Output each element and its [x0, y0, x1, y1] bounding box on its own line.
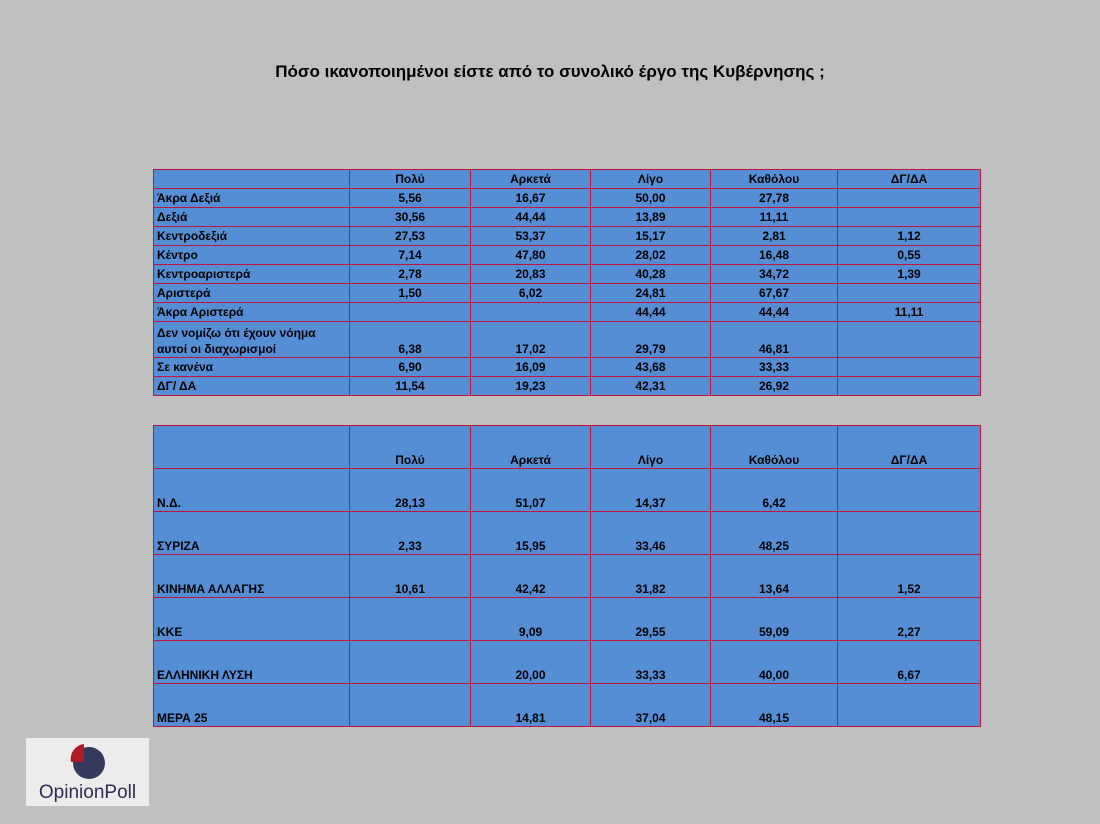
table-row: [154, 208, 981, 227]
row-label: Κεντροαριστερά: [154, 265, 350, 284]
value-cell: 19,23: [471, 377, 591, 396]
header-cell: [154, 426, 350, 469]
value-cell: 1,12: [838, 227, 981, 246]
header-cell: Λίγο: [591, 170, 711, 189]
value-cell: 20,83: [471, 265, 591, 284]
logo-text: OpinionPoll: [38, 782, 137, 803]
value-cell: 33,33: [591, 641, 711, 684]
value-cell: [838, 208, 981, 227]
row-label: Αριστερά: [154, 284, 350, 303]
row-label: Κεντροδεξιά: [154, 227, 350, 246]
header-cell: Λίγο: [591, 426, 711, 469]
header-cell: Καθόλου: [711, 426, 838, 469]
value-cell: 14,37: [591, 469, 711, 512]
value-cell: 28,02: [591, 246, 711, 265]
value-cell: 27,78: [711, 189, 838, 208]
row-label: Δεξιά: [154, 208, 350, 227]
value-cell: [838, 322, 981, 358]
value-cell: 67,67: [711, 284, 838, 303]
row-label: Άκρα Δεξιά: [154, 189, 350, 208]
value-cell: 1,52: [838, 555, 981, 598]
header-row: [154, 170, 981, 189]
page-title: Πόσο ικανοποιημένοι είστε από το συνολικό έργο της Κυβέρνησης ;: [275, 62, 825, 81]
value-cell: 1,50: [350, 284, 471, 303]
header-cell: Αρκετά: [471, 426, 591, 469]
row-label: ΣΥΡΙΖΑ: [154, 512, 350, 555]
value-cell: 31,82: [591, 555, 711, 598]
value-cell: [838, 284, 981, 303]
value-cell: 6,90: [350, 358, 471, 377]
value-cell: [350, 303, 471, 322]
value-cell: 28,13: [350, 469, 471, 512]
value-cell: 7,14: [350, 246, 471, 265]
row-label: Ν.Δ.: [154, 469, 350, 512]
row-label: ΚΙΝΗΜΑ ΑΛΛΑΓΗΣ: [154, 555, 350, 598]
row-label: ΔΓ/ ΔΑ: [154, 377, 350, 396]
value-cell: 30,56: [350, 208, 471, 227]
value-cell: 20,00: [471, 641, 591, 684]
value-cell: 17,02: [471, 322, 591, 358]
value-cell: 6,38: [350, 322, 471, 358]
row-label: Άκρα Αριστερά: [154, 303, 350, 322]
value-cell: [838, 469, 981, 512]
header-cell: Πολύ: [350, 170, 471, 189]
row-label: Σε κανένα: [154, 358, 350, 377]
value-cell: 9,09: [471, 598, 591, 641]
value-cell: 6,42: [711, 469, 838, 512]
table-row: [154, 377, 981, 396]
value-cell: 13,64: [711, 555, 838, 598]
value-cell: 46,81: [711, 322, 838, 358]
header-row: [154, 426, 981, 469]
table-row: [154, 469, 981, 512]
header-cell: Καθόλου: [711, 170, 838, 189]
value-cell: 33,46: [591, 512, 711, 555]
row-label: ΚΚΕ: [154, 598, 350, 641]
value-cell: 48,25: [711, 512, 838, 555]
table-row: [154, 284, 981, 303]
table-row: [154, 246, 981, 265]
value-cell: 2,33: [350, 512, 471, 555]
table-row: [154, 303, 981, 322]
value-cell: 50,00: [591, 189, 711, 208]
value-cell: 11,11: [838, 303, 981, 322]
header-cell: [154, 170, 350, 189]
value-cell: [838, 684, 981, 727]
value-cell: 6,02: [471, 284, 591, 303]
row-label: ΕΛΛΗΝΙΚΗ ΛΥΣΗ: [154, 641, 350, 684]
value-cell: [838, 512, 981, 555]
table-row: [154, 684, 981, 727]
value-cell: 43,68: [591, 358, 711, 377]
value-cell: 13,89: [591, 208, 711, 227]
value-cell: [471, 303, 591, 322]
value-cell: 10,61: [350, 555, 471, 598]
value-cell: 42,31: [591, 377, 711, 396]
table-row: [154, 358, 981, 377]
value-cell: 37,04: [591, 684, 711, 727]
logo-circle-icon: [68, 742, 106, 780]
value-cell: 40,00: [711, 641, 838, 684]
value-cell: 44,44: [471, 208, 591, 227]
opinionpoll-logo: [26, 738, 149, 806]
table-row: [154, 555, 981, 598]
value-cell: [838, 189, 981, 208]
value-cell: 2,27: [838, 598, 981, 641]
header-cell: Πολύ: [350, 426, 471, 469]
ideology-table: [153, 169, 981, 396]
row-label: ΜΕΡΑ 25: [154, 684, 350, 727]
value-cell: 11,54: [350, 377, 471, 396]
party-table: [153, 425, 981, 727]
table-row: [154, 598, 981, 641]
value-cell: [838, 377, 981, 396]
value-cell: 24,81: [591, 284, 711, 303]
value-cell: 47,80: [471, 246, 591, 265]
value-cell: 15,17: [591, 227, 711, 246]
table-row: [154, 265, 981, 284]
value-cell: 53,37: [471, 227, 591, 246]
value-cell: 15,95: [471, 512, 591, 555]
header-cell: ΔΓ/ΔΑ: [838, 170, 981, 189]
value-cell: 26,92: [711, 377, 838, 396]
value-cell: 16,09: [471, 358, 591, 377]
row-label: Κέντρο: [154, 246, 350, 265]
value-cell: 6,67: [838, 641, 981, 684]
value-cell: 0,55: [838, 246, 981, 265]
value-cell: 2,78: [350, 265, 471, 284]
value-cell: 1,39: [838, 265, 981, 284]
value-cell: 33,33: [711, 358, 838, 377]
value-cell: 16,48: [711, 246, 838, 265]
value-cell: 44,44: [711, 303, 838, 322]
value-cell: 59,09: [711, 598, 838, 641]
value-cell: 11,11: [711, 208, 838, 227]
table-row: [154, 227, 981, 246]
value-cell: 44,44: [591, 303, 711, 322]
table-row: [154, 641, 981, 684]
value-cell: 29,79: [591, 322, 711, 358]
value-cell: [350, 641, 471, 684]
value-cell: 34,72: [711, 265, 838, 284]
value-cell: 27,53: [350, 227, 471, 246]
table-row: [154, 322, 981, 358]
value-cell: [838, 358, 981, 377]
value-cell: 29,55: [591, 598, 711, 641]
row-label: Δεν νομίζω ότι έχουν νόημα αυτοί οι διαχωρισμοί: [154, 322, 350, 358]
header-cell: Αρκετά: [471, 170, 591, 189]
value-cell: 51,07: [471, 469, 591, 512]
value-cell: [350, 684, 471, 727]
value-cell: 14,81: [471, 684, 591, 727]
value-cell: 42,42: [471, 555, 591, 598]
header-cell: ΔΓ/ΔΑ: [838, 426, 981, 469]
table-row: [154, 189, 981, 208]
value-cell: 2,81: [711, 227, 838, 246]
value-cell: 16,67: [471, 189, 591, 208]
value-cell: [350, 598, 471, 641]
value-cell: 40,28: [591, 265, 711, 284]
table-row: [154, 512, 981, 555]
value-cell: 5,56: [350, 189, 471, 208]
value-cell: 48,15: [711, 684, 838, 727]
